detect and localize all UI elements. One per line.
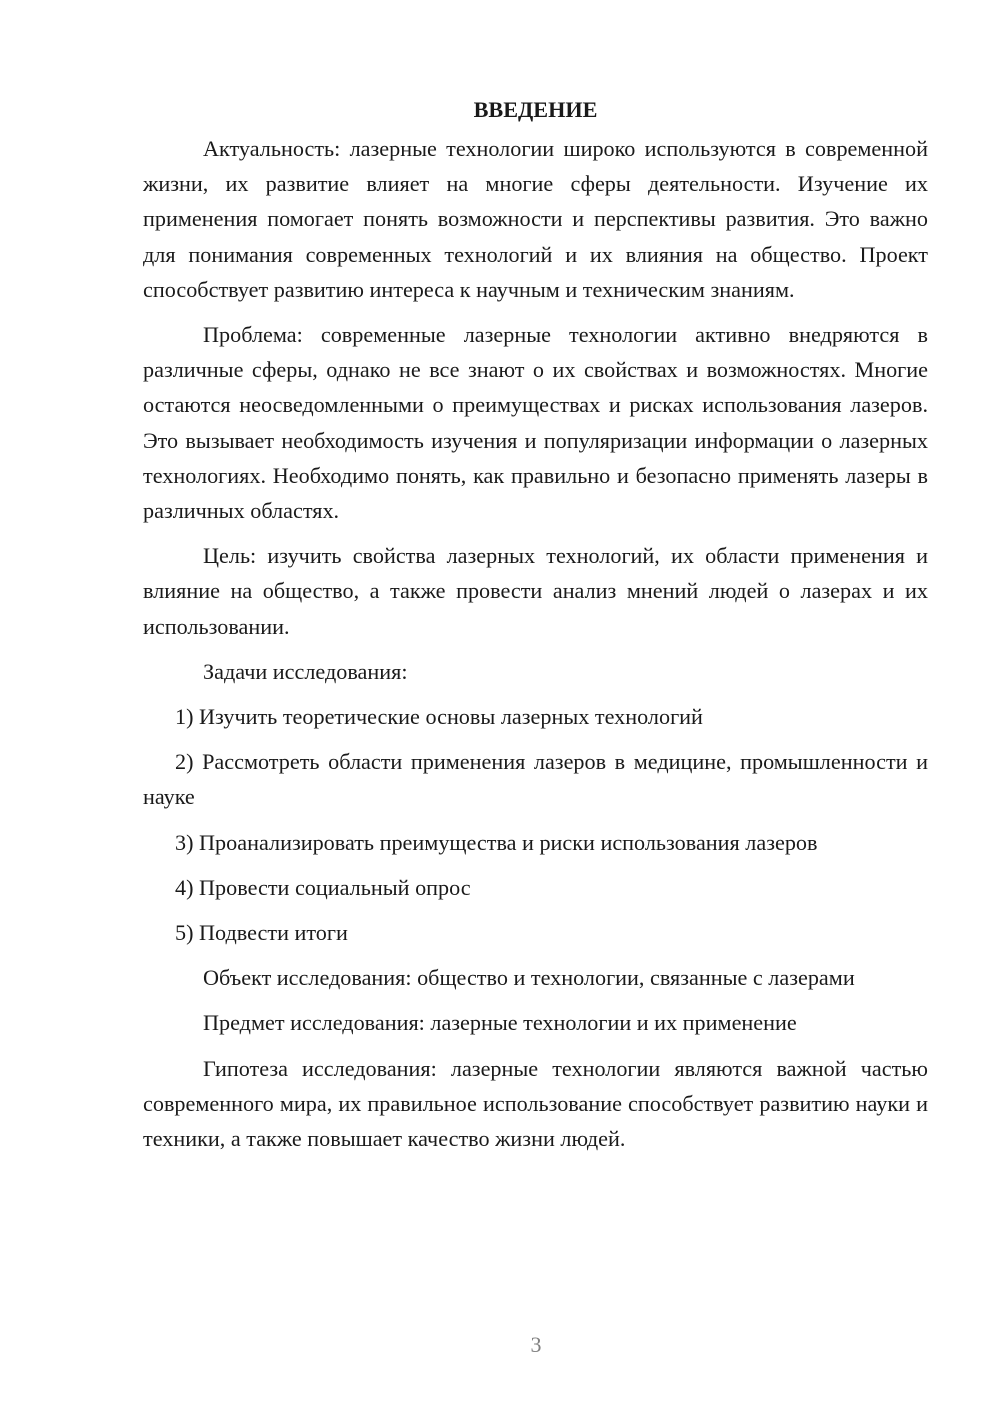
problem-paragraph: Проблема: современные лазерные технологии активно внедряются в различные сферы, однако не все знают о их свойствах и возможностях. Многие остаются неосведомленными о преимуществах и рисках использования лазеров. Это вызывает необходимость изучения и популяризации информации о лазерных технологиях. Необходимо понять, как правильно и безопасно применять лазеры в различных областях. bbox=[143, 322, 928, 524]
task-item-5: 5) Подвести итоги bbox=[175, 920, 348, 946]
relevance-paragraph: Актуальность: лазерные технологии широко используются в современной жизни, их развитие влияет на многие сферы деятельности. Изучение их применения помогает понять возможности и перспективы развития. Это важно для понимания современных технологий и их влияния на общество. Проект способствует развитию интереса к научным и техническим знаниям. bbox=[143, 136, 928, 302]
tasks-title: Задачи исследования: bbox=[203, 658, 408, 684]
subject-paragraph: Предмет исследования: лазерные технологии и их применение bbox=[203, 1010, 797, 1036]
object-paragraph: Объект исследования: общество и технологии, связанные с лазерами bbox=[203, 965, 855, 991]
document-page bbox=[143, 92, 928, 1166]
task-item-3: 3) Проанализировать преимущества и риски использования лазеров bbox=[175, 829, 818, 855]
hypothesis-paragraph: Гипотеза исследования: лазерные технологии являются важной частью современного мира, их правильное использование способствует развитию науки и техники, а также повышает качество жизни людей. bbox=[143, 1055, 928, 1152]
task-item-4: 4) Провести социальный опрос bbox=[175, 874, 471, 900]
task-item-2: 2) Рассмотреть области применения лазеров в медицине, промышленности и науке bbox=[143, 749, 928, 810]
goal-paragraph: Цель: изучить свойства лазерных технологий, их области применения и влияние на общество, а также провести анализ мнений людей о лазерах и их использовании. bbox=[143, 543, 928, 639]
section-heading: ВВЕДЕНИЕ bbox=[473, 97, 598, 122]
task-item-1: 1) Изучить теоретические основы лазерных технологий bbox=[175, 704, 703, 730]
page-number: 3 bbox=[530, 1332, 542, 1357]
